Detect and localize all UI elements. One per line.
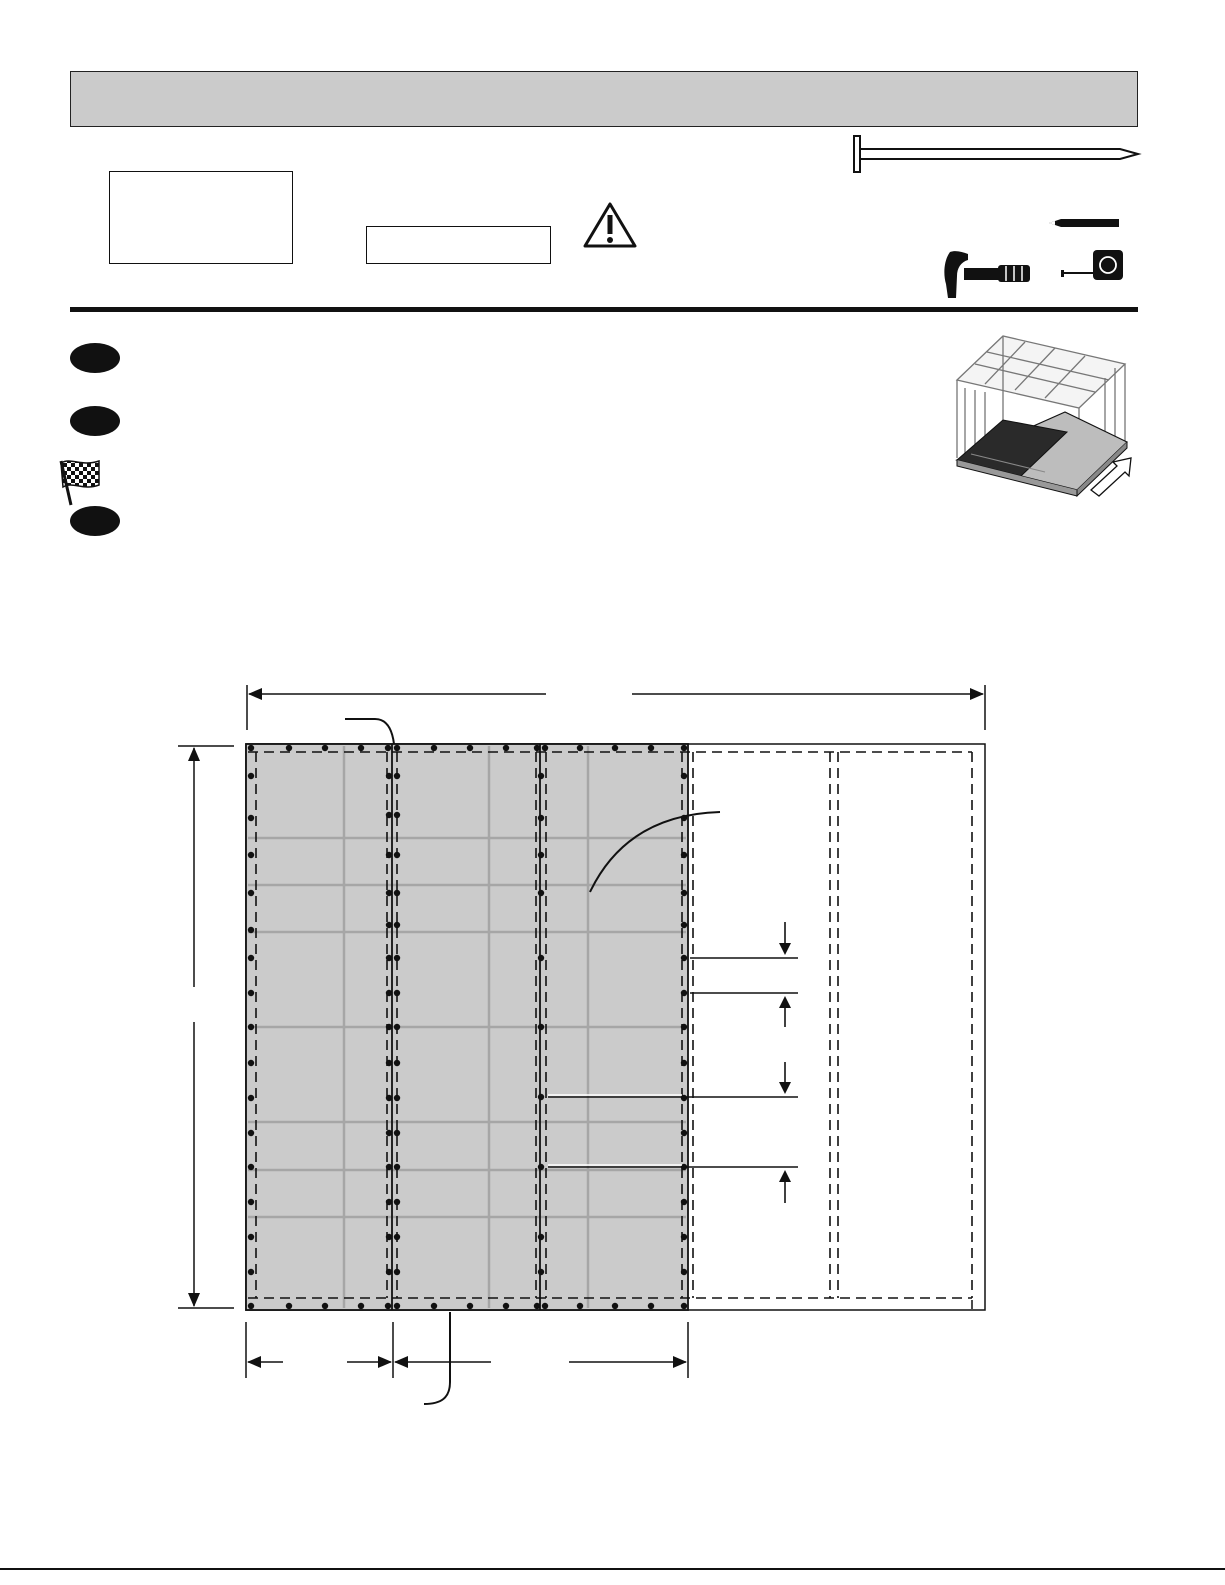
panel-width-dimensions [246,1322,688,1378]
installed-floor-panels [246,744,688,1310]
width-dimension [247,685,985,730]
footer-rule [0,1568,1225,1570]
height-dimension [178,746,234,1308]
